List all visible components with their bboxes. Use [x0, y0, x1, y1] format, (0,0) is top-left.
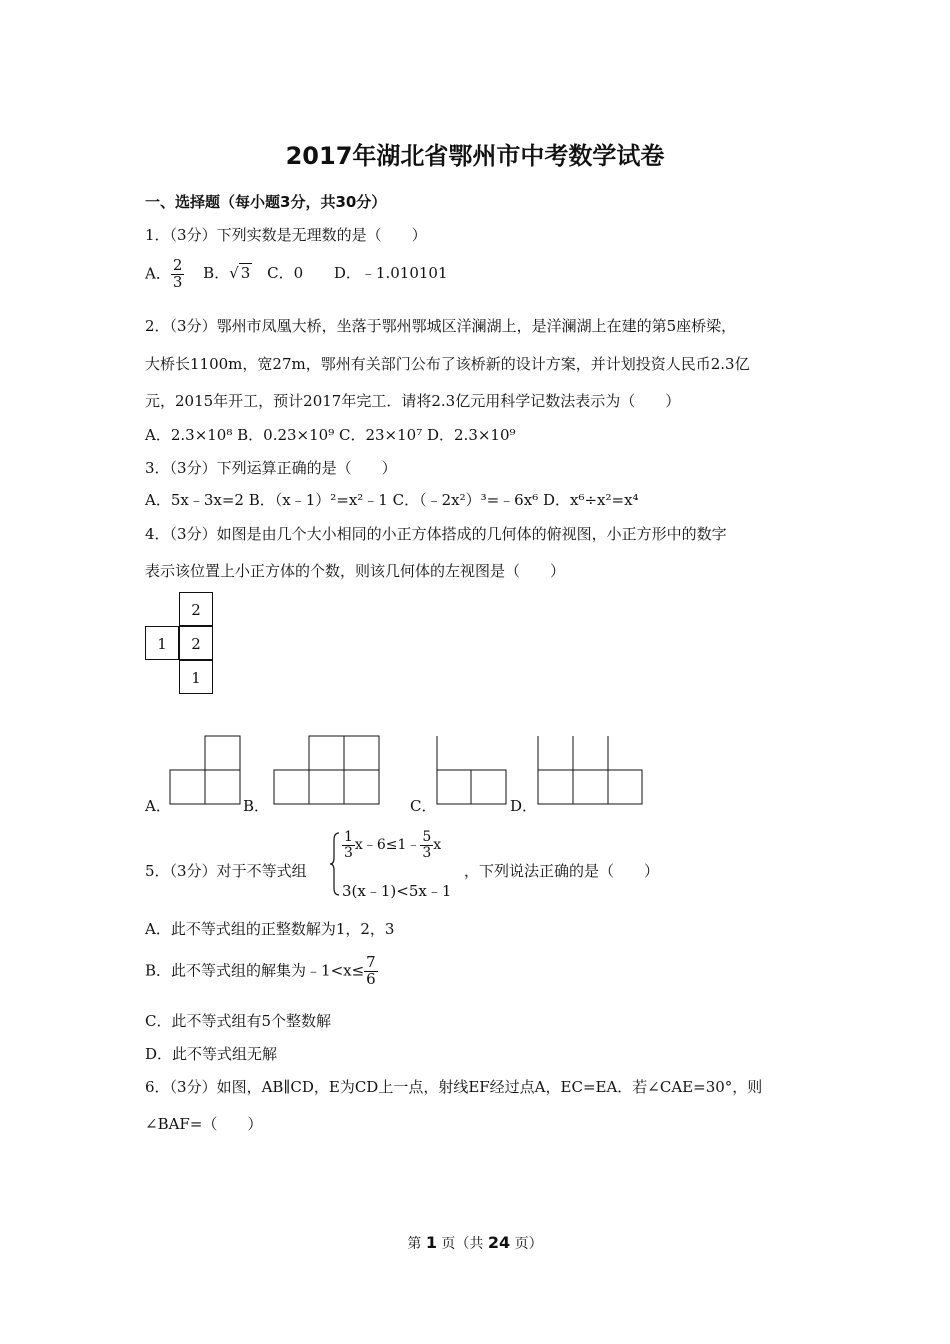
question-3-stem: 3．（3分）下列运算正确的是（ ） [145, 459, 397, 477]
option-b-label: B． [243, 797, 270, 815]
question-5-option-b [145, 955, 378, 988]
question-6-line1: 6．（3分）如图，AB∥CD，E为CD上一点，射线EF经过点A，EC=EA．若∠CAE=30°，则 [145, 1078, 763, 1096]
section-heading: 一、选择题（每小题3分，共30分） [145, 193, 387, 211]
brace-icon [330, 832, 340, 896]
question-5-stem-post: ，下列说法正确的是（ ） [464, 862, 660, 880]
numerator: 7 [366, 953, 376, 971]
option-d: D．﹣1.010101 [333, 264, 448, 283]
inequality-1-middle: x﹣6≤1﹣ [354, 837, 421, 854]
fraction-one-third [342, 830, 355, 860]
page-footer [0, 1233, 950, 1253]
denominator: 6 [366, 969, 376, 988]
inequality-2: 3(x﹣1)<5x﹣1 [342, 882, 452, 900]
option-c-label: C． [410, 797, 437, 815]
question-2-line3: 元，2015年开工，预计2017年完工．请将2.3亿元用科学记数法表示为（ ） [145, 392, 681, 410]
option-c-figure [434, 733, 510, 806]
option-c: C．0 [267, 264, 304, 283]
question-6-line2: ∠BAF=（ ） [145, 1115, 263, 1133]
numerator: 5 [422, 829, 432, 845]
inequality-1-end: x [433, 837, 442, 854]
question-4-line2: 表示该位置上小正方体的个数，则该几何体的左视图是（ ） [145, 562, 566, 580]
option-b-figure [272, 733, 382, 806]
option-a-figure [168, 733, 243, 806]
page-total: 24 [487, 1233, 511, 1252]
question-3-options: A．5x﹣3x=2 B．（x﹣1）²=x²﹣1 C．（﹣2x²）³=﹣6x⁶ D．x⁶÷x²=x⁴ [145, 491, 639, 509]
fraction-seven-sixths [364, 955, 378, 988]
question-5-stem-pre: 5．（3分）对于不等式组 [145, 862, 307, 880]
fraction-five-thirds [420, 830, 433, 860]
denominator: 3 [344, 844, 353, 861]
option-a-label: A． [145, 264, 171, 283]
fraction-two-thirds [171, 258, 185, 291]
option-b-text: B．此不等式组的解集为﹣1<x≤ [145, 961, 365, 980]
grid-cell: 2 [179, 626, 213, 660]
page-title: 2017年湖北省鄂州市中考数学试卷 [285, 142, 665, 170]
option-b-label: B． [203, 264, 230, 283]
denominator: 3 [172, 272, 183, 291]
question-5-option-a: A．此不等式组的正整数解为1，2，3 [145, 920, 395, 938]
option-d-figure [535, 733, 645, 806]
grid-cell: 1 [179, 660, 213, 694]
grid-cell: 1 [145, 626, 179, 660]
numerator: 1 [344, 829, 353, 845]
inequality-1 [342, 830, 441, 860]
question-1-options [145, 258, 448, 291]
grid-cell: 2 [179, 592, 213, 626]
radicand: 3 [240, 264, 251, 283]
question-5-option-c: C．此不等式组有5个整数解 [145, 1012, 332, 1030]
sqrt-three: √ 3 [229, 264, 251, 283]
question-5-option-d: D．此不等式组无解 [145, 1045, 278, 1063]
denominator: 3 [422, 844, 432, 861]
question-2-line1: 2．（3分）鄂州市凤凰大桥，坐落于鄂州鄂城区洋澜湖上，是洋澜湖上在建的第5座桥梁， [145, 317, 737, 335]
question-4-line1: 4．（3分）如图是由几个大小相同的小正方体搭成的几何体的俯视图，小正方形中的数字 [145, 525, 727, 543]
question-2-options: A．2.3×10⁸ B．0.23×10⁹ C．23×10⁷ D．2.3×10⁹ [145, 426, 516, 444]
footer-pre: 第 [407, 1236, 426, 1252]
numerator: 2 [172, 256, 183, 274]
option-a-label: A． [145, 797, 171, 815]
footer-mid: 页（共 [436, 1236, 488, 1252]
question-1-stem: 1．（3分）下列实数是无理数的是（ ） [145, 226, 427, 244]
footer-post: 页） [510, 1236, 543, 1252]
option-d-label: D． [510, 797, 538, 815]
question-2-line2: 大桥长1100m，宽27m，鄂州有关部门公布了该桥新的设计方案，并计划投资人民币2.3亿 [145, 355, 750, 373]
page-number: 1 [425, 1233, 437, 1252]
